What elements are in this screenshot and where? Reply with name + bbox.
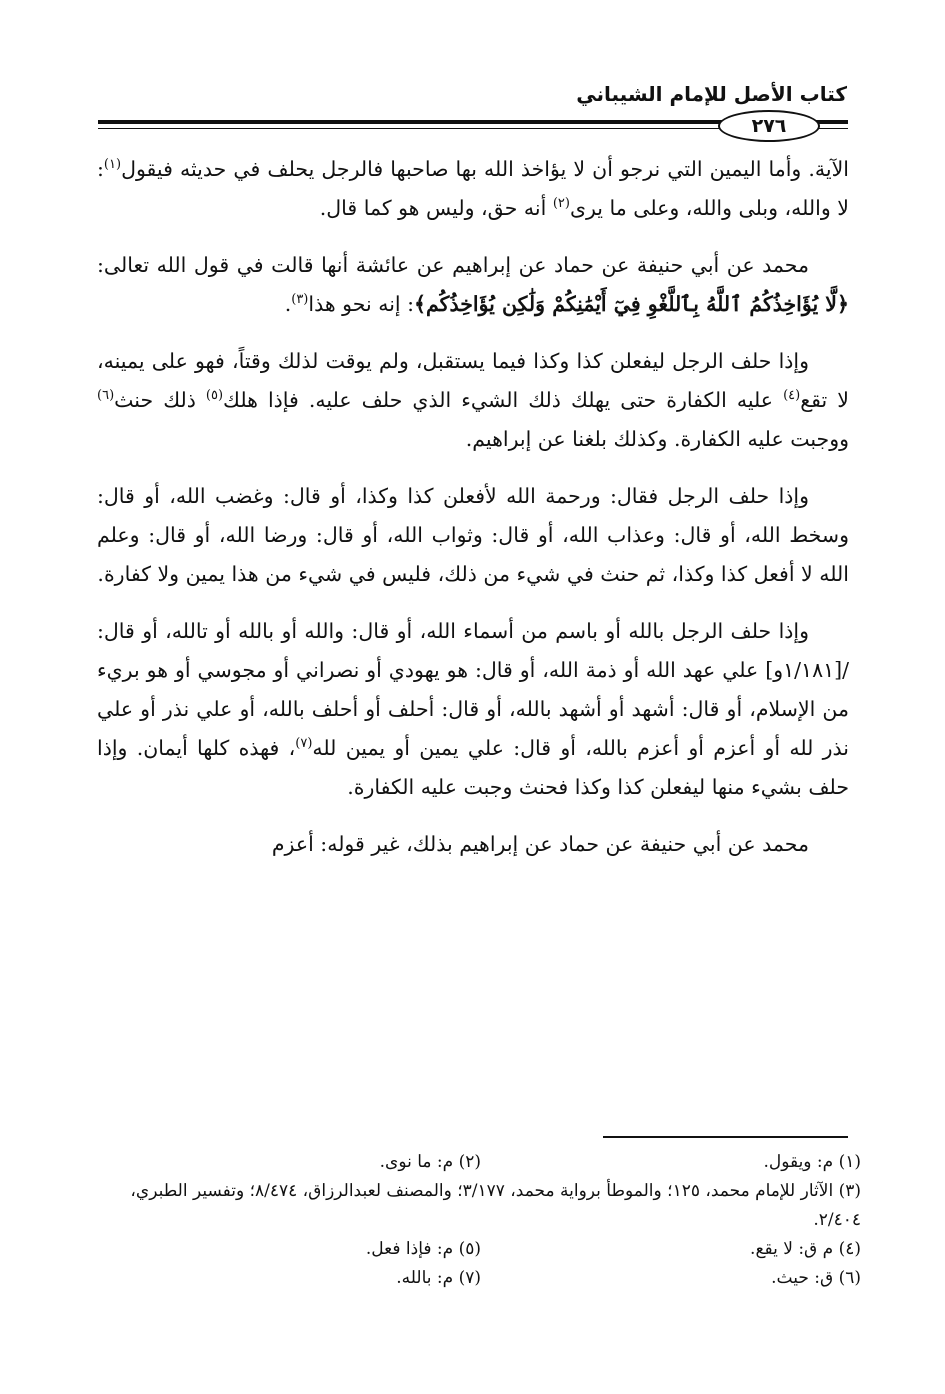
paragraph-text: . xyxy=(284,292,292,316)
paragraph-text: وإذا حلف الرجل ليفعلن كذا وكذا فيما يستقبل، ولم يوقت لذلك وقتاً، فهو على يمينه، لا تقع xyxy=(97,349,849,412)
paragraph-3 xyxy=(97,342,849,459)
footnote-7: (٧) م: بالله. xyxy=(396,1268,481,1288)
paragraph-text: : إنه نحو هذا xyxy=(308,292,415,316)
paragraph-6: محمد عن أبي حنيفة عن حماد عن إبراهيم بذلك، غير قوله: أعزم xyxy=(271,832,809,856)
footnote-4: (٤) م ق: لا يقع. xyxy=(750,1239,861,1259)
footnote-1: (١) م: ويقول. xyxy=(763,1152,861,1172)
paragraph-5 xyxy=(97,612,849,807)
footnote-2: (٢) م: ما نوى. xyxy=(379,1152,481,1172)
paragraph-text: محمد عن أبي حنيفة عن حماد عن إبراهيم عن عائشة أنها قالت في قول الله تعالى: xyxy=(97,253,809,277)
paragraph-text: الآية. وأما اليمين التي نرجو أن لا يؤاخذ الله بها صاحبها فالرجل يحلف في حديثه فيقول xyxy=(121,157,849,181)
paragraph-text: ، فهذه كلها أيمان. وإذا حلف بشيء منها ليفعلن كذا وكذا فحنث وجبت عليه الكفارة. xyxy=(97,736,849,799)
paragraph-text: وإذا حلف الرجل بالله أو باسم من أسماء الله، أو قال: والله أو بالله أو تالله، أو قال: /[١/١٨١و] علي عهد الله أو ذمة الله، أو قال: هو يهودي أو نصراني أو مجوسي أو هو بريء من الإسلام، أو قال: أشهد أو أشهد بالله، أو قال: أحلف أو أحلف بالله، أو علي نذر أو علي نذر لله أو أعزم أو أعزم بالله، أو قال: علي يمين أو يمين لله xyxy=(97,619,849,760)
paragraph-text: عليه الكفارة حتى يهلك ذلك الشيء الذي حلف عليه. فإذا هلك xyxy=(223,388,784,412)
footnote-row xyxy=(97,1177,861,1235)
footnote-row xyxy=(97,1264,861,1293)
footnote-3: (٣) الآثار للإمام محمد، ١٢٥؛ والموطأ برواية محمد، ٣/١٧٧؛ والمصنف لعبدالرزاق، ٨/٤٧٤؛ وتفسير الطبري، ٢/٤٠٤. xyxy=(130,1181,861,1230)
footnote-ref-5: (٥) xyxy=(205,388,224,404)
footnote-ref-6: (٦) xyxy=(97,388,115,404)
footnotes xyxy=(97,1148,861,1293)
body-text xyxy=(97,150,849,882)
page-number-badge xyxy=(718,110,820,142)
footnote-ref-2: (٢) xyxy=(552,196,570,212)
footnote-ref-1: (١) xyxy=(103,157,122,173)
paragraph-text: : لا والله، وبلى والله، وعلى ما يرى xyxy=(97,157,849,220)
paragraph-text: ذلك حنث xyxy=(114,388,206,412)
paragraph-1 xyxy=(97,150,849,228)
paragraph-2 xyxy=(97,246,849,324)
footnote-ref-3: (٣) xyxy=(291,292,309,308)
footnote-ref-4: (٤) xyxy=(783,388,801,404)
page-number: ٢٧٦ xyxy=(751,115,787,137)
quran-verse: ﴿لَّا يُؤَاخِذُكُمُ ٱللَّهُ بِٱللَّغْوِ فِيٓ أَيْمَٰنِكُمْ وَلَٰكِن يُؤَاخِذُكُم﴾ xyxy=(414,292,849,316)
paragraph-text: ووجبت عليه الكفارة. وكذلك بلغنا عن إبراهيم. xyxy=(465,427,849,451)
footnote-separator xyxy=(603,1136,848,1138)
footnote-ref-7: (٧) xyxy=(295,736,313,752)
footnote-row xyxy=(97,1235,861,1264)
footnote-6: (٦) ق: حيث. xyxy=(771,1268,861,1288)
paragraph-text: أنه حق، وليس هو كما قال. xyxy=(319,196,553,220)
book-title: كتاب الأصل للإمام الشيباني xyxy=(576,82,847,106)
footnote-row xyxy=(97,1148,861,1177)
paragraph-4: وإذا حلف الرجل فقال: ورحمة الله لأفعلن كذا وكذا، أو قال: وغضب الله، أو قال: وسخط الله، أو قال: وعذاب الله، أو قال: وثواب الله، أو قال: ورضا الله، أو قال: وعلم الله لا أفعل كذا وكذا، ثم حنث في شيء من ذلك، فليس في شيء من هذا يمين ولا كفارة. xyxy=(97,484,849,586)
footnote-5: (٥) م: فإذا فعل. xyxy=(365,1239,481,1259)
